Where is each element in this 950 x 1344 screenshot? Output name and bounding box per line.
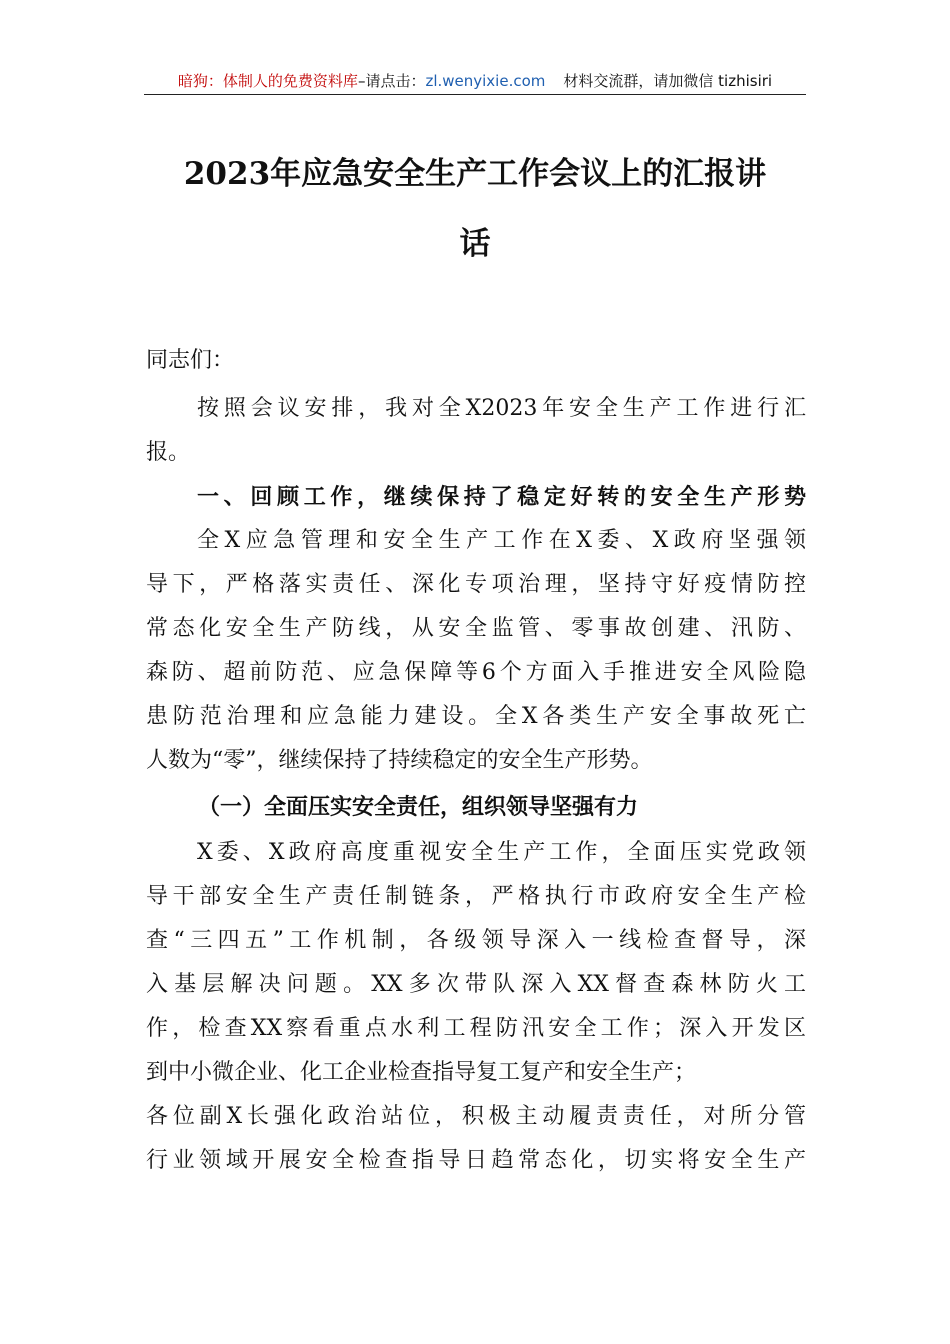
paragraph-1-line-1: 全X应急管理和安全生产工作在X委、X政府坚强领 (197, 528, 806, 553)
paragraph-1-line-6: 人数为“零”，继续保持了持续稳定的安全生产形势。 (146, 748, 653, 773)
paragraph-2-line-2: 导干部安全生产责任制链条，严格执行市政府安全生产检 (146, 884, 806, 909)
section-heading-1: 一、回顾工作，继续保持了稳定好转的安全生产形势 (197, 484, 806, 510)
header-site-name: 暗狗：体制人的免费资料库 (177, 72, 358, 90)
paragraph-2-line-4: 入基层解决问题。XX多次带队深入XX督查森林防火工 (146, 972, 806, 997)
paragraph-2-line-6: 到中小微企业、化工企业检查指导复工复产和安全生产； (146, 1060, 697, 1085)
page-header (144, 68, 806, 95)
paragraph-2-line-3: 查“三四五”工作机制，各级领导深入一线检查督导，深 (146, 928, 806, 953)
header-link[interactable]: zl.wenyixie.com (425, 72, 546, 90)
paragraph-2-line-1: X委、X政府高度重视安全生产工作，全面压实党政领 (197, 840, 806, 865)
paragraph-2-line-8: 行业领域开展安全检查指导日趋常态化，切实将安全生产 (146, 1148, 806, 1173)
subsection-heading-1: （一）全面压实安全责任，组织领导坚强有力 (198, 794, 639, 820)
intro-line-1: 按照会议安排，我对全X2023年安全生产工作进行汇 (197, 396, 806, 421)
header-wechat-note: 材料交流群，请加微信 tizhisiri (563, 72, 773, 90)
paragraph-1-line-5: 患防范治理和应急能力建设。全X各类生产安全事故死亡 (146, 704, 806, 729)
paragraph-2-line-5: 作，检查XX察看重点水利工程防汛安全工作；深入开发区 (146, 1016, 806, 1041)
document-title-line-1: 2023年应急安全生产工作会议上的汇报讲 (183, 156, 767, 192)
paragraph-1-line-4: 森防、超前防范、应急保障等6个方面入手推进安全风险隐 (146, 660, 806, 685)
header-click-prompt: –请点击： (357, 72, 426, 90)
greeting: 同志们： (146, 348, 235, 373)
paragraph-1-line-3: 常态化安全生产防线，从安全监管、零事故创建、汛防、 (146, 616, 806, 641)
paragraph-2-line-7: 各位副X长强化政治站位，积极主动履责责任，对所分管 (146, 1104, 806, 1129)
intro-line-2: 报。 (146, 440, 191, 465)
document-title-line-2: 话 (459, 226, 491, 262)
paragraph-1-line-2: 导下，严格落实责任、深化专项治理，坚持守好疫情防控 (146, 572, 806, 597)
